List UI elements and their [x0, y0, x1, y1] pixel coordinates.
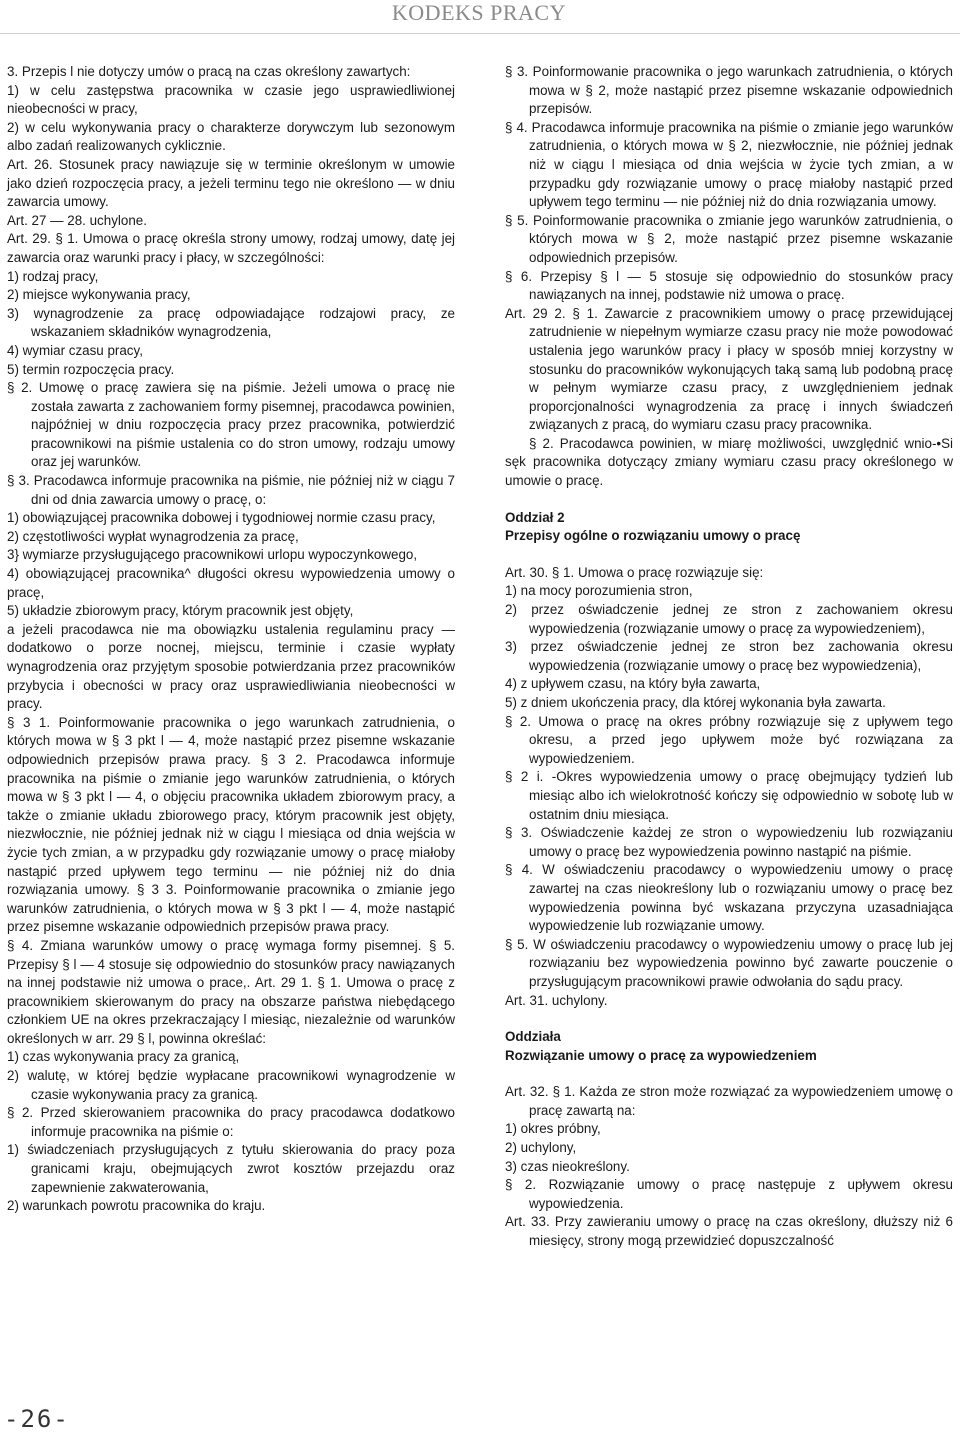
- list-item: 2) walutę, w której będzie wypłacane pracownikowi wynagrodzenie w czasie wykonywania pracy za granicą.: [7, 1068, 455, 1102]
- section-heading: Oddziała: [505, 1029, 561, 1045]
- article-33: Art. 33. Przy zawieraniu umowy o pracę na czas określony, dłuższy niż 6 miesięcy, strony mogą przewidzieć dopuszczalność: [505, 1214, 953, 1249]
- paragraph: § 3. Poinformowanie pracownika o jego warunkach zatrudnienia, o których mowa w § 2, może nastąpić przez pisemne wskazanie odpowiednich przepisów.: [505, 64, 953, 117]
- article-31: Art. 31. uchylony.: [505, 992, 608, 1008]
- paragraph: § 5. Poinformowanie pracownika o zmianie jego warunków zatrudnienia, o których mowa w § 2, może nastąpić przez pisemne wskazanie odpowiednich przepisów.: [505, 212, 953, 265]
- paragraph: 3. Przepis l nie dotyczy umów o pracą na czas określony zawartych:: [7, 64, 411, 79]
- list-item: 1) świadczeniach przysługujących z tytułu skierowania do pracy poza granicami kraju, obejmujących zwrot kosztów przejazdu oraz zapewnienie zakwaterowania,: [7, 1142, 455, 1195]
- list-item: 2) częstotliwości wypłat wynagrodzenia za pracę,: [7, 528, 299, 544]
- section-heading: Oddział 2: [505, 509, 565, 525]
- paragraph: § 3. Pracodawca informuje pracownika na piśmie, nie później niż w ciągu 7 dni od dnia zawarcia umowy o pracę, o:: [7, 473, 455, 507]
- paragraph: § 6. Przepisy § l — 5 stosuje się odpowiednio do stosunków pracy nawiązanych na innej, podstawie niż umowa o pracę.: [505, 268, 953, 303]
- paragraph: a jeżeli pracodawca nie ma obowiązku ustalenia regulaminu pracy — dodatkowo o porze nocnej, miejscu, terminie i czasie wypłaty wynagrodzenia oraz przyjętym sposobie potwierdzania przez pracowników przybycia i obecności w pracy oraz usprawiedliwiania nieobecności w pracy.: [7, 621, 455, 712]
- page-header-title: KODEKS PRACY: [391, 0, 566, 25]
- list-item: 1) okres próbny,: [505, 1121, 601, 1137]
- paragraph: § 3. Oświadczenie każdej ze stron o wypowiedzeniu lub rozwiązaniu umowy o pracę bez wypowiedzenia powinno nastąpić na piśmie.: [505, 825, 953, 859]
- list-item: 4) z upływem czasu, na który była zawarta,: [505, 676, 761, 692]
- list-item: 1) czas wykonywania pracy za granicą,: [7, 1049, 240, 1065]
- list-item: 1) na mocy porozumienia stron,: [505, 583, 693, 599]
- article-29: Art. 29. § 1. Umowa o pracę określa strony umowy, rodzaj umowy, datę jej zawarcia oraz warunki pracy i płacy, w szczególności:: [7, 231, 455, 265]
- list-item: 4) wymiar czasu pracy,: [7, 342, 143, 358]
- paragraph: § 3 1. Poinformowanie pracownika o jego warunkach zatrudnienia, o których mowa w § 3 pkt l — 4, może nastąpić przez pisemne wskazanie odpowiednich przepisów prawa pracy. § 3 2. Pracodawca informuje pracownika na piśmie o zmianie jego warunków zatrudnienia, o których mowa w § 3 pkt l — 4, o objęciu pracownika układem zbiorowym pracy, a także o zmianie układu zbiorowego pracy, którym pracownik jest objęty, niezwłocznie, nie później jednak niż w ciągu l miesiąca od dnia wejścia w życie tych zmian, a w przypadku gdy rozwiązanie umowy o pracę miałoby nastąpić przed upływem tego terminu — nie później niż do dnia rozwiązania umowy. § 3 3. Poinformowanie pracownika o zmianie jego warunków zatrudnienia, o których mowa w § 3 pkt l — 4, może nastąpić przez pisemne wskazanie odpowiednich przepisów prawa pracy.: [7, 714, 455, 935]
- left-text-column: [7, 63, 455, 1216]
- section-subheading: Rozwiązanie umowy o pracę za wypowiedzeniem: [505, 1047, 817, 1063]
- paragraph: § 2. Umowę o pracę zawiera się na piśmie. Jeżeli umowa o pracę nie została zawarta z zachowaniem formy pisemnej, pracodawca powinien, najpóźniej w dniu rozpoczęcia pracy przez pracownika, potwierdzić pracownikowi na piśmie ustalenia co do stron umowy, rodzaju umowy oraz jej warunków.: [7, 380, 455, 470]
- list-item: 2) przez oświadczenie jednej ze stron z zachowaniem okresu wypowiedzenia (rozwiązanie umowy o pracę za wypowiedzeniem),: [505, 602, 953, 636]
- article-29-2: Art. 29 2. § 1. Zawarcie z pracownikiem umowy o pracę przewidującej zatrudnienie w niepełnym wymiarze czasu pracy nie może powodować ustalenia jego warunków pracy i płacy w sposób mniej korzystny w stosunku do pracowników wykonujących taką samą lub podobną pracę w pełnym wymiarze czasu pracy, z uwzględnieniem jednak proporcjonalności wynagrodzenia za pracę i innych świadczeń związanych z pracą, do wymiaru czasu pracy pracownika.: [505, 305, 953, 433]
- page-number: -26-: [4, 1405, 70, 1433]
- list-item: 5) z dniem ukończenia pracy, dla której wykonania była zawarta.: [505, 695, 886, 710]
- paragraph: § 2. Umowa o pracę na okres próbny rozwiązuje się z upływem tego okresu, a przed jego upływem może być rozwiązana za wypowiedzeniem.: [505, 713, 953, 766]
- article-30: Art. 30. § 1. Umowa o pracę rozwiązuje się:: [505, 564, 764, 580]
- paragraph: § 4. Zmiana warunków umowy o pracę wymaga formy pisemnej. § 5. Przepisy § l — 4 stosuje się odpowiednio do stosunków pracy nawiązanych na innej podstawie niż umowa o prace,. Art. 29 1. § 1. Umowa o pracę z pracownikiem skierowanym do pracy na obszarze państwa niebędącego członkiem UE na okres przekraczający l miesiąc, niezależnie od warunków określonych w arr. 29 § l, powinna określać:: [7, 937, 455, 1046]
- list-item: 3) przez oświadczenie jednej ze stron bez zachowania okresu wypowiedzenia (rozwiązanie umowy o pracę bez wypowiedzenia),: [505, 639, 953, 673]
- list-item: 1) obowiązującej pracownika dobowej i tygodniowej normie czasu pracy,: [7, 510, 436, 526]
- list-item: 1) w celu zastępstwa pracownika w czasie jego usprawiedliwionej nieobecności w pracy,: [7, 82, 455, 117]
- header-divider: [0, 33, 960, 34]
- list-item: 5) termin rozpoczęcia pracy.: [7, 361, 175, 377]
- paragraph: § 2 i. -Okres wypowiedzenia umowy o pracę obejmujący tydzień lub miesiąc albo ich wielokrotność kończy się odpowiednio w sobotę lub w ostatnim dniu miesiąca.: [505, 769, 953, 822]
- paragraph: § 4. W oświadczeniu pracodawcy o wypowiedzeniu umowy o pracę zawartej na czas nieokreślony lub o rozwiązaniu umowy o pracę bez wypowiedzenia powinna być wskazana przyczyna uzasadniająca wypowiedzenie lub rozwiązanie umowy.: [505, 862, 953, 934]
- list-item: 3) wynagrodzenie za pracę odpowiadające rodzajowi pracy, ze wskazaniem składników wynagrodzenia,: [7, 305, 455, 340]
- paragraph: § 2. Rozwiązanie umowy o pracę następuje z upływem okresu wypowiedzenia.: [505, 1177, 953, 1211]
- article-27-28: Art. 27 — 28. uchylone.: [7, 212, 147, 228]
- paragraph: § 5. W oświadczeniu pracodawcy o wypowiedzeniu umowy o pracę lub jej rozwiązaniu bez wypowiedzenia powinno być zawarte pouczenie o przysługującym pracownikowi prawie odwołania do sądu pracy.: [505, 936, 953, 989]
- right-text-column: [505, 63, 953, 1251]
- list-item: 4) obowiązującej pracownika^ długości okresu wypowiedzenia umowy o pracę,: [7, 566, 455, 600]
- list-item: 5) układzie zbiorowym pracy, którym pracownik jest objęty,: [7, 603, 354, 619]
- list-item: 2) w celu wykonywania pracy o charakterze dorywczym lub sezonowym albo zadań realizowanych cyklicznie.: [7, 119, 455, 154]
- list-item: 3) czas nieokreślony.: [505, 1158, 630, 1174]
- list-item: 2) uchylony,: [505, 1140, 577, 1156]
- list-item: 2) warunkach powrotu pracownika do kraju.: [7, 1198, 266, 1214]
- article-32: Art. 32. § 1. Każda ze stron może rozwiązać za wypowiedzeniem umowę o pracę zawartą na:: [505, 1084, 953, 1118]
- paragraph: § 2. Pracodawca powinien, w miarę możliwości, uwzględnić wnio-•Si sęk pracownika dotyczący zmiany wymiaru czasu pracy określonego w umowie o pracę.: [505, 435, 953, 489]
- paragraph: § 2. Przed skierowaniem pracownika do pracy pracodawca dodatkowo informuje pracownika na piśmie o:: [7, 1105, 455, 1139]
- list-item: 3} wymiarze przysługującego pracownikowi urlopu wypoczynkowego,: [7, 547, 418, 563]
- section-subheading: Przepisy ogólne o rozwiązaniu umowy o pracę: [505, 528, 801, 544]
- list-item: 2) miejsce wykonywania pracy,: [7, 287, 191, 303]
- list-item: 1) rodzaj pracy,: [7, 268, 99, 284]
- article-26: Art. 26. Stosunek pracy nawiązuje się w terminie określonym w umowie jako dzień rozpoczęcia pracy, a jeżeli terminu tego nie określono — w dniu zawarcia umowy.: [7, 156, 455, 210]
- paragraph: § 4. Pracodawca informuje pracownika na piśmie o zmianie jego warunków zatrudnienia, o których mowa w § 2, niezwłocznie, nie później jednak niż w ciągu l miesiąca od dnia wejścia w życie tych zmian, a w przypadku gdy rozwiązanie umowy o pracę miałoby nastąpić przed upływem tego terminu — nie później niż do dnia rozwiązania umowy.: [505, 119, 953, 210]
